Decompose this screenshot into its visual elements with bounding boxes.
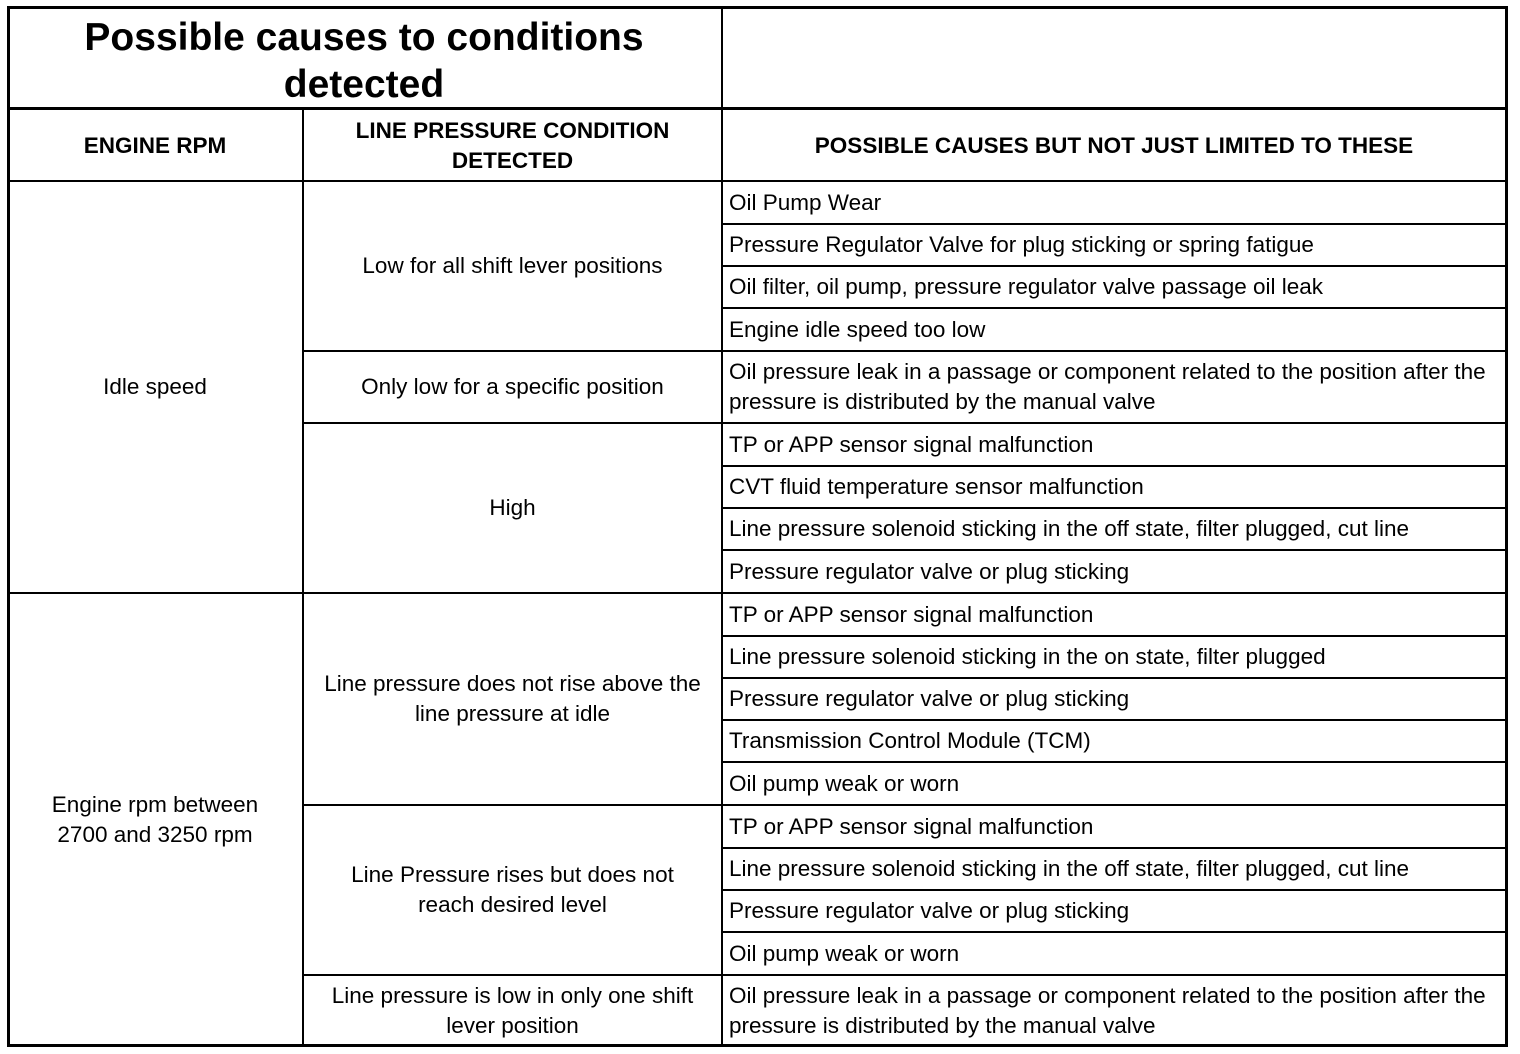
grid-line [8,107,1505,110]
cause-cell: Pressure regulator valve or plug sticking [729,686,1130,711]
cause-cell: Oil Pump Wear [729,189,882,215]
grid-line [721,761,1505,763]
cause-cell: TP or APP sensor signal malfunction [729,601,1094,627]
cause-cell: Pressure Regulator Valve for plug sticking or spring fatigue [729,232,1314,257]
cause-cell: Oil pressure leak in a passage or component related to the position after the pressure is distributed by the manual valve [729,359,1486,414]
grid-line [302,974,1505,976]
cause-cell: Engine idle speed too low [729,316,986,342]
grid-line [721,677,1505,679]
title-empty-cell [723,8,1505,108]
cause-cell: CVT fluid temperature sensor malfunction [729,474,1144,499]
cause-cell: Oil pressure leak in a passage or component related to the position after the pressure is distributed by the manual valve [729,983,1486,1038]
grid-line [721,549,1505,551]
grid-line [721,307,1505,309]
grid-line [721,931,1505,933]
cause-cell: Oil pump weak or worn [729,940,960,966]
cause-cell: Line pressure solenoid sticking in the off state, filter plugged, cut line [729,856,1409,881]
table-title: Possible causes to conditions detected [84,16,644,106]
cause-cell: Oil pump weak or worn [729,770,960,796]
rpm-cell-idle: Idle speed [103,374,207,399]
grid-line [721,223,1505,225]
grid-line [8,592,1505,594]
condition-cell: Line pressure does not rise above the line pressure at idle [324,671,701,726]
cause-cell: Oil filter, oil pump, pressure regulator valve passage oil leak [729,274,1324,299]
grid-line [302,804,1505,806]
condition-cell: Line Pressure rises but does not reach desired level [351,862,674,917]
cause-cell: Pressure regulator valve or plug sticking [729,898,1130,923]
grid-line [721,465,1505,467]
cause-cell: TP or APP sensor signal malfunction [729,813,1094,839]
grid-line [721,719,1505,721]
cause-cell: TP or APP sensor signal malfunction [729,431,1094,457]
grid-line [721,507,1505,509]
cause-cell: Transmission Control Module (TCM) [729,728,1091,753]
cause-cell: Pressure regulator valve or plug sticking [729,558,1130,584]
condition-cell: Low for all shift lever positions [362,253,663,278]
header-engine-rpm: ENGINE RPM [83,132,227,158]
header-possible-causes: POSSIBLE CAUSES BUT NOT JUST LIMITED TO THESE [814,132,1414,158]
grid-line [721,847,1505,849]
cause-cell: Line pressure solenoid sticking in the on state, filter plugged [729,644,1326,669]
grid-line [721,635,1505,637]
condition-cell: Only low for a specific position [361,374,664,399]
grid-line [721,265,1505,267]
grid-line [302,422,1505,424]
header-line-pressure-condition: LINE PRESSURE CONDITION DETECTED [355,117,670,173]
cause-cell: Line pressure solenoid sticking in the off state, filter plugged, cut line [729,516,1409,541]
grid-line [8,180,1505,182]
condition-cell: High [489,495,536,520]
rpm-cell-2700-3250: Engine rpm between 2700 and 3250 rpm [51,792,259,847]
grid-line [721,889,1505,891]
condition-cell: Line pressure is low in only one shift lever position [331,983,694,1038]
grid-line [302,350,1505,352]
grid-line [302,108,304,1046]
